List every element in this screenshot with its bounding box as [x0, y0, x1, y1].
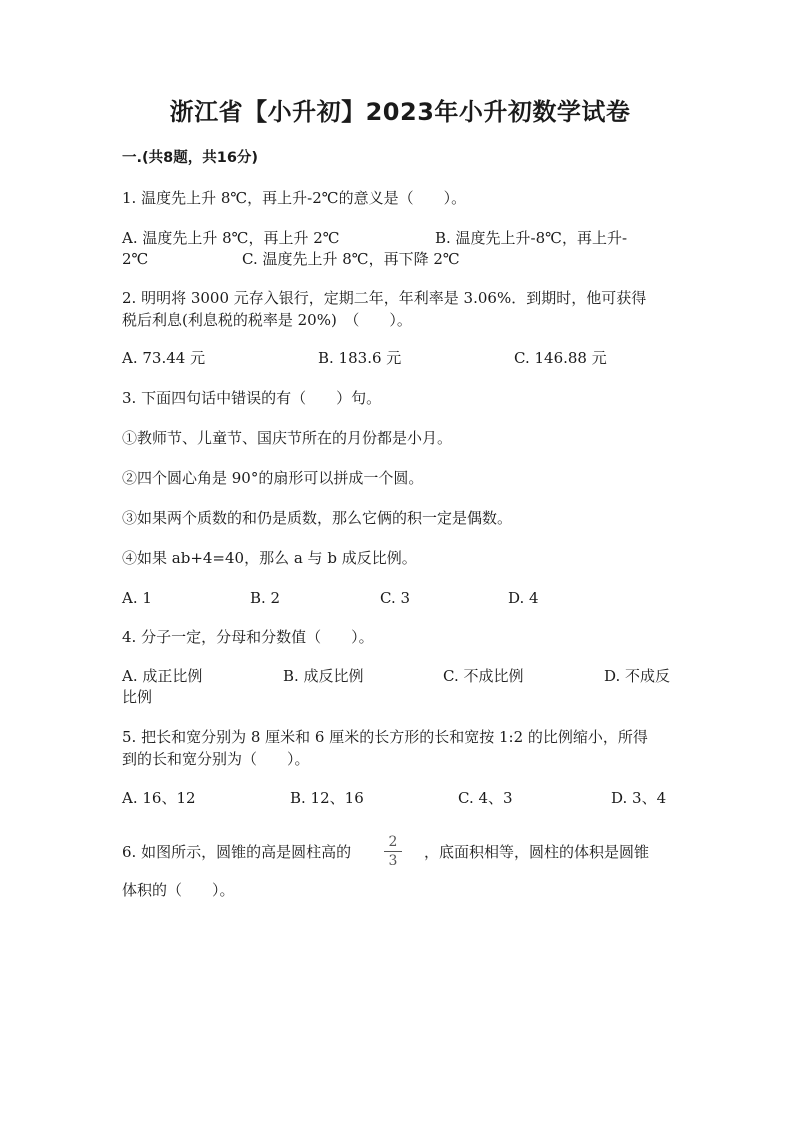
question-3-statement-1: ①教师节、儿童节、国庆节所在的月份都是小月。 — [122, 429, 453, 447]
question-4-stem: 4. 分子一定，分母和分数值（ ）。 — [122, 628, 374, 646]
fraction-numerator: 2 — [388, 834, 398, 850]
fraction-two-thirds — [382, 834, 404, 869]
question-4-option-c: C. 不成比例 — [443, 667, 524, 685]
question-6-stem-part-1: 6. 如图所示，圆锥的高是圆柱高的 — [122, 843, 352, 861]
question-1-option-b: B. 温度先上升-8℃，再上升- — [435, 229, 628, 247]
question-4-option-b: B. 成反比例 — [283, 667, 364, 685]
question-2-option-c: C. 146.88 元 — [514, 349, 607, 367]
question-5-option-b: B. 12、16 — [290, 789, 364, 807]
question-1-option-b-cont: 2℃ — [122, 250, 149, 268]
question-1-option-c: C. 温度先上升 8℃，再下降 2℃ — [242, 250, 460, 268]
question-3-option-b: B. 2 — [250, 589, 281, 607]
question-2-option-b: B. 183.6 元 — [318, 349, 402, 367]
question-4-option-d-cont: 比例 — [122, 688, 153, 706]
question-5-option-d: D. 3、4 — [611, 789, 667, 807]
question-1-option-a: A. 温度先上升 8℃，再上升 2℃ — [122, 229, 340, 247]
fraction-denominator: 3 — [388, 853, 398, 869]
question-5-option-a: A. 16、12 — [122, 789, 196, 807]
question-2-option-a: A. 73.44 元 — [122, 349, 206, 367]
question-1-stem: 1. 温度先上升 8℃，再上升-2℃的意义是（ ）。 — [122, 189, 467, 207]
question-3-option-c: C. 3 — [380, 589, 411, 607]
question-3-stem: 3. 下面四句话中错误的有（ ）句。 — [122, 389, 382, 407]
question-5-option-c: C. 4、3 — [458, 789, 513, 807]
question-5-stem-line-1: 5. 把长和宽分别为 8 厘米和 6 厘米的长方形的长和宽按 1:2 的比例缩小，所得 — [122, 728, 648, 746]
question-6-stem-part-2: ，底面积相等，圆柱的体积是圆锥 — [424, 843, 650, 861]
question-4-option-a: A. 成正比例 — [122, 667, 203, 685]
question-3-statement-3: ③如果两个质数的和仍是质数，那么它俩的积一定是偶数。 — [122, 509, 513, 527]
question-6-stem-line-2: 体积的（ ）。 — [122, 881, 235, 899]
section-heading: 一.(共8题，共16分) — [122, 150, 259, 166]
question-3-option-a: A. 1 — [122, 589, 152, 607]
question-3-statement-2: ②四个圆心角是 90°的扇形可以拼成一个圆。 — [122, 469, 424, 487]
page-title: 浙江省【小升初】2023年小升初数学试卷 — [169, 98, 631, 126]
question-3-option-d: D. 4 — [508, 589, 539, 607]
question-3-statement-4: ④如果 ab+4=40，那么 a 与 b 成反比例。 — [122, 549, 417, 567]
question-2-stem-line-2: 税后利息(利息税的税率是 20%) （ ）。 — [122, 311, 412, 329]
question-2-stem-line-1: 2. 明明将 3000 元存入银行，定期二年，年利率是 3.06%．到期时，他可获得 — [122, 289, 647, 307]
question-5-stem-line-2: 到的长和宽分别为（ ）。 — [122, 750, 310, 768]
question-4-option-d: D. 不成反 — [604, 667, 671, 685]
fraction-bar — [384, 851, 402, 852]
